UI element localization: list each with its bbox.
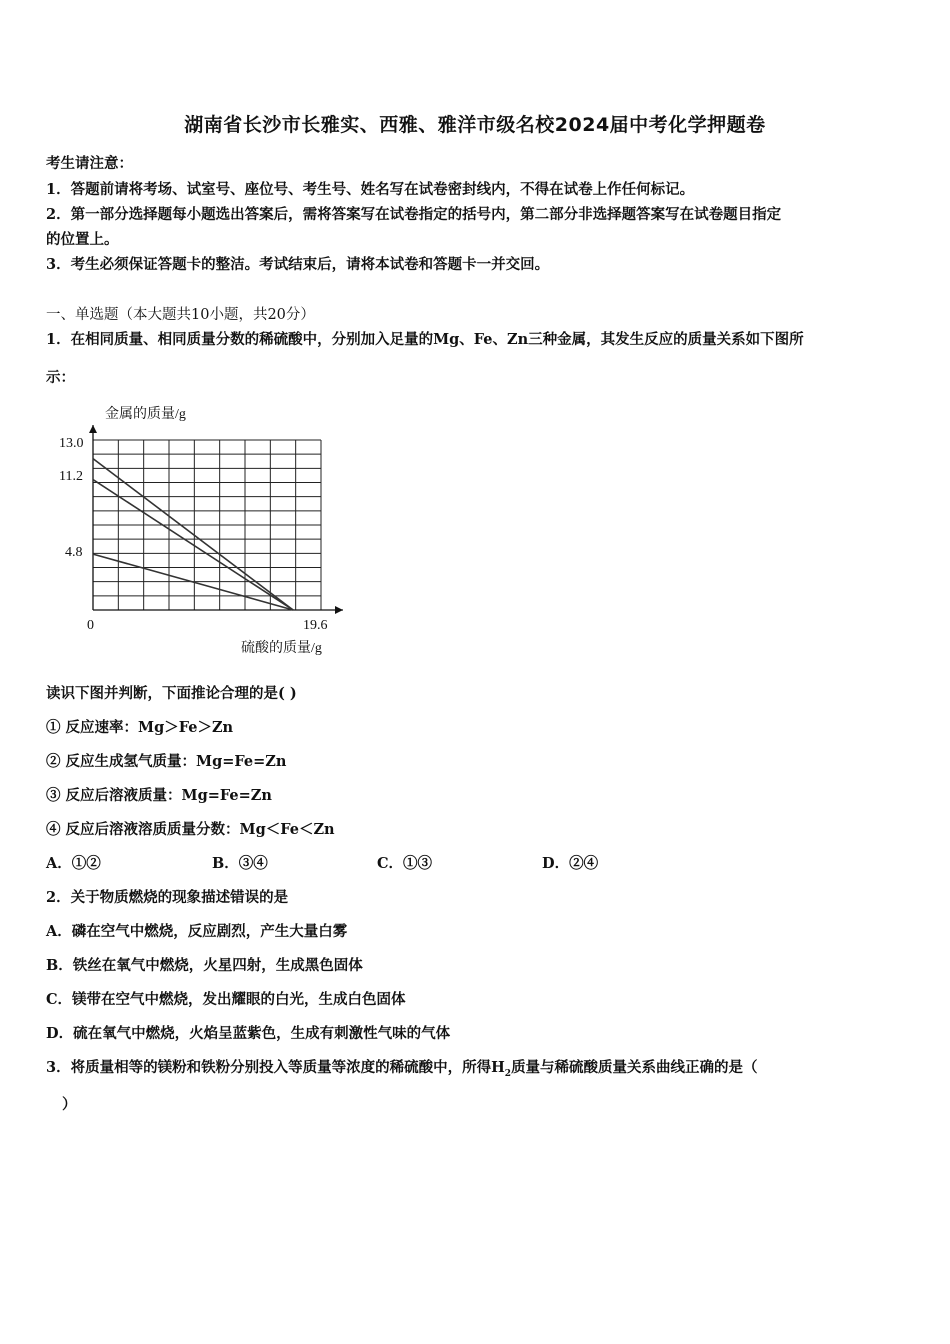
chart-axes: [89, 425, 343, 614]
q1-statement: ④ 反应后溶液溶质质量分数：Mg＜Fe＜Zn: [46, 821, 335, 838]
chart-lines: [93, 459, 293, 610]
series-line-zn: [93, 459, 293, 610]
chart-grid: [93, 440, 321, 610]
q1-option-b[interactable]: B．③④: [212, 855, 268, 872]
q3-stem-cont: ）: [62, 1096, 77, 1113]
q1-option-c[interactable]: C．①③: [377, 855, 433, 872]
y-tick-label: 11.2: [59, 469, 83, 484]
notice-heading: 考生请注意：: [46, 155, 133, 172]
q2-option-d[interactable]: D．硫在氧气中燃烧，火焰呈蓝紫色，生成有刺激性气味的气体: [46, 1025, 451, 1042]
q1-statement: ① 反应速率：Mg＞Fe＞Zn: [46, 719, 234, 736]
notice-item: 3．考生必须保证答题卡的整洁。考试结束后，请将本试卷和答题卡一并交回。: [46, 256, 550, 273]
q1-statement: ③ 反应后溶液质量：Mg=Fe=Zn: [46, 787, 272, 804]
q2-option-a[interactable]: A．磷在空气中燃烧，反应剧烈，产生大量白雾: [46, 923, 348, 940]
q3-stem: 3．将质量相等的镁粉和铁粉分别投入等质量等浓度的稀硫酸中，所得$H_2$质量与稀硫酸质量关系曲线正确的是（: [46, 1059, 758, 1079]
q2-option-b[interactable]: B．铁丝在氧气中燃烧，火星四射，生成黑色固体: [46, 957, 363, 974]
x-tick-label: 0: [87, 618, 94, 633]
page-title: 湖南省长沙市长雅实、西雅、雅洋市级名校2024届中考化学押题卷: [184, 114, 766, 136]
y-tick-label: 4.8: [65, 545, 83, 560]
q1-stem-cont: 示：: [46, 369, 75, 386]
section-heading: 一、单选题（本大题共10小题，共20分）: [46, 307, 315, 323]
q1-prompt: 读识下图并判断，下面推论合理的是( ): [46, 685, 297, 702]
q1-option-a[interactable]: A．①②: [46, 855, 101, 872]
notice-item: 2．第一部分选择题每小题选出答案后，需将答案写在试卷指定的括号内，第二部分非选择题答案写在试卷题目指定: [46, 206, 782, 223]
mass-relation-chart: [55, 395, 355, 665]
y-axis-label: 金属的质量/g: [105, 407, 186, 422]
q1-statement: ② 反应生成氢气质量：Mg=Fe=Zn: [46, 753, 287, 770]
q1-stem: 1．在相同质量、相同质量分数的稀硫酸中，分别加入足量的Mg、Fe、Zn三种金属，其发生反应的质量关系如下图所: [46, 331, 804, 348]
y-axis-arrow: [89, 425, 97, 433]
series-line-fe: [93, 480, 293, 610]
x-axis-arrow: [335, 606, 343, 614]
q1-option-d[interactable]: D．②④: [542, 855, 599, 872]
x-tick-label: 19.6: [303, 618, 328, 633]
y-tick-label: 13.0: [59, 436, 84, 451]
q2-stem: 2．关于物质燃烧的现象描述错误的是: [46, 889, 289, 906]
q2-option-c[interactable]: C．镁带在空气中燃烧，发出耀眼的白光，生成白色固体: [46, 991, 406, 1008]
x-axis-label: 硫酸的质量/g: [241, 641, 322, 656]
notice-item: 的位置上。: [46, 231, 119, 248]
notice-item: 1．答题前请将考场、试室号、座位号、考生号、姓名写在试卷密封线内，不得在试卷上作任何标记。: [46, 181, 695, 198]
